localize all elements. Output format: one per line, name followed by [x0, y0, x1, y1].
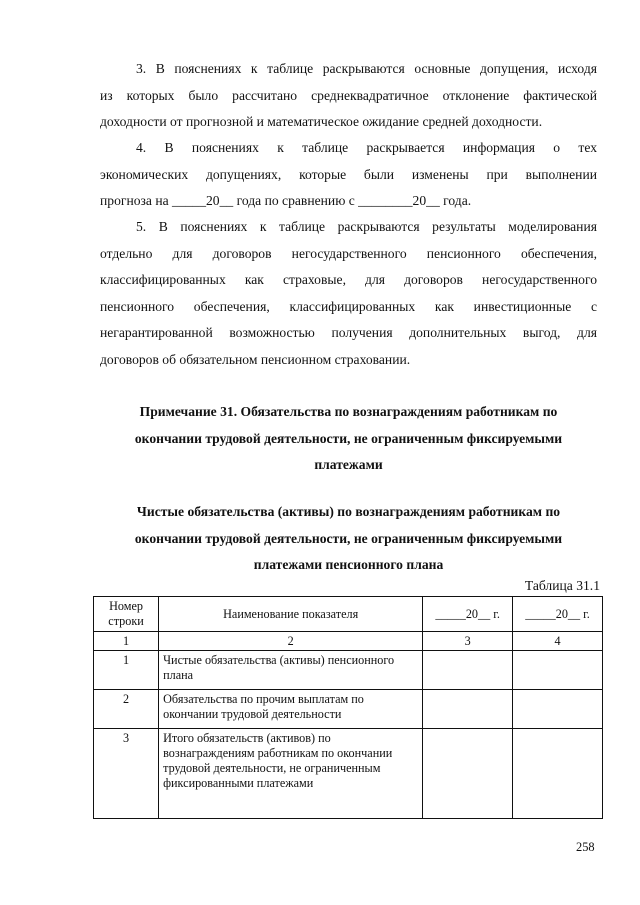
- paragraph-line: классифицированных как страховые, для договоров негосударственного: [100, 272, 597, 287]
- paragraph-line: 5. В пояснениях к таблице раскрываются результаты моделирования: [136, 219, 597, 234]
- paragraph-line: отдельно для договоров негосударственного пенсионного обеспечения,: [100, 245, 597, 261]
- table-row: [94, 651, 603, 690]
- value-cell: [513, 651, 603, 690]
- table-header-row: [94, 597, 603, 632]
- header-row-number: Номер строки: [94, 597, 159, 632]
- column-number-row: [94, 632, 603, 651]
- paragraph-line: прогноза на _____20__ года по сравнению с ________20__ года.: [100, 193, 472, 208]
- table-row: [94, 729, 603, 819]
- row-name: Обязательства по прочим выплатам по окончании трудовой деятельности: [159, 690, 423, 729]
- value-cell: [423, 651, 513, 690]
- section-title-line: Чистые обязательства (активы) по вознаграждениям работникам по: [136, 504, 561, 519]
- section-title-line: окончании трудовой деятельности, не ограниченным фиксируемыми: [134, 530, 563, 546]
- paragraph-line: 4. В пояснениях к таблице раскрывается информация о тех: [136, 140, 597, 155]
- note-title-line: окончании трудовой деятельности, не ограниченным фиксируемыми: [134, 430, 563, 446]
- paragraph-3: [100, 56, 597, 136]
- column-number: 1: [94, 632, 159, 651]
- section-title: [100, 499, 597, 579]
- note-title: [100, 399, 597, 479]
- paragraph-line: негарантированной возможностью получения дополнительных выгод, для: [100, 325, 597, 340]
- note-title-line: платежами: [314, 457, 383, 472]
- value-cell: [423, 729, 513, 819]
- paragraph-line: доходности от прогнозной и математическое ожидание средней доходности.: [100, 114, 543, 129]
- paragraph-5: [100, 214, 597, 373]
- paragraph-line: договоров об обязательном пенсионном страховании.: [100, 351, 411, 367]
- header-indicator-name: Наименование показателя: [159, 597, 423, 632]
- header-period-1: _____20__ г.: [423, 597, 513, 632]
- data-table: [93, 596, 603, 819]
- paragraph-line: экономических допущениях, которые были изменены при выполнении: [100, 166, 597, 182]
- paragraph-line: пенсионного обеспечения, классифицированных как инвестиционные с: [100, 298, 597, 314]
- row-name: Чистые обязательства (активы) пенсионного плана: [159, 651, 423, 690]
- paragraph-4: [100, 135, 597, 215]
- table-row: [94, 690, 603, 729]
- column-number: 3: [423, 632, 513, 651]
- row-number: 2: [94, 690, 159, 729]
- header-period-2: _____20__ г.: [513, 597, 603, 632]
- column-number: 4: [513, 632, 603, 651]
- section-title-line: платежами пенсионного плана: [253, 557, 444, 572]
- value-cell: [513, 729, 603, 819]
- note-title-line: Примечание 31. Обязательства по вознаграждениям работникам по: [139, 404, 558, 419]
- column-number: 2: [159, 632, 423, 651]
- row-number: 3: [94, 729, 159, 819]
- row-name: Итого обязательств (активов) по вознаграждениям работникам по окончании трудовой деятельности, не ограниченным фиксированными платежами: [159, 729, 423, 819]
- table-caption: Таблица 31.1: [524, 578, 600, 593]
- paragraph-line: 3. В пояснениях к таблице раскрываются основные допущения, исходя: [136, 61, 597, 76]
- value-cell: [423, 690, 513, 729]
- paragraph-line: из которых было рассчитано среднеквадратичное отклонение фактической: [100, 87, 597, 103]
- row-number: 1: [94, 651, 159, 690]
- value-cell: [513, 690, 603, 729]
- page-number: 258: [576, 840, 595, 854]
